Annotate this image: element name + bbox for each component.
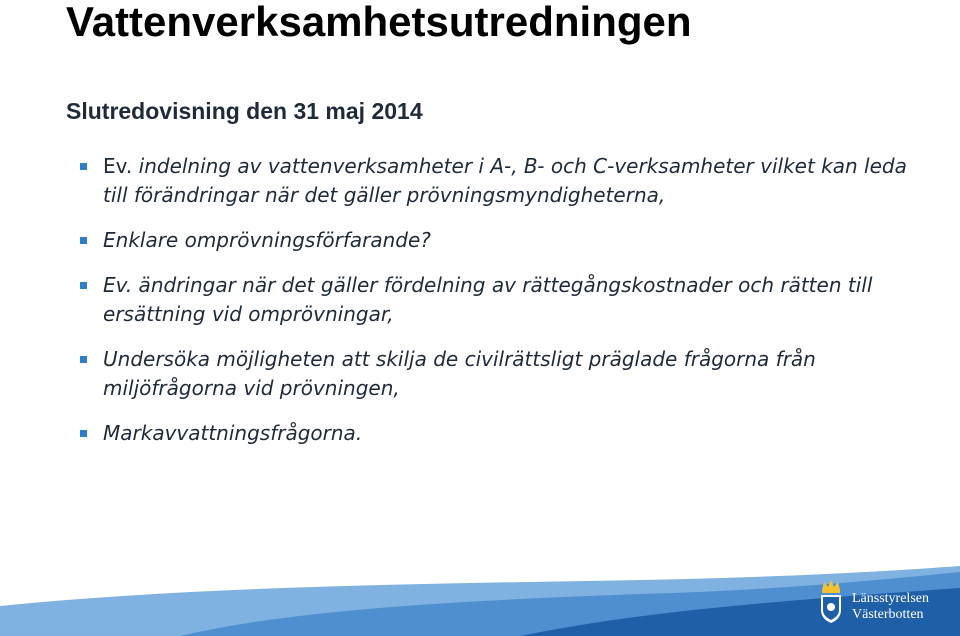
- crown-coat-of-arms-icon: [818, 576, 844, 624]
- bullet-lead-word: Ev.: [103, 154, 133, 178]
- bullet-item: [66, 419, 936, 448]
- organization-name: [852, 591, 929, 623]
- bullet-text: indelning av vattenverksamheter i A-, B- och C-verksamheter vilket kan leda till förändringar när det gäller prövningsmyndigheterna,: [103, 154, 907, 207]
- slide-title: Vattenverksamhetsutredningen: [66, 0, 692, 45]
- slide-subtitle: Slutredovisning den 31 maj 2014: [66, 98, 423, 124]
- bullet-square-icon: [80, 282, 87, 289]
- bullet-text: Ev. ändringar när det gäller fördelning av rättegångskostnader och rätten till ersättning vid omprövningar,: [103, 273, 873, 326]
- bullet-text: Enklare omprövningsförfarande?: [103, 228, 431, 252]
- bullet-square-icon: [80, 163, 87, 170]
- bullet-square-icon: [80, 430, 87, 437]
- bullet-item: [66, 271, 936, 329]
- footer-wave-band: [0, 546, 960, 636]
- bullet-text: Markavvattningsfrågorna.: [103, 421, 363, 445]
- bullet-item: [66, 152, 936, 210]
- bullet-text: Undersöka möjligheten att skilja de civilrättsligt präglade frågorna från miljöfrågorna vid prövningen,: [103, 347, 816, 400]
- organization-line-2: Västerbotten: [852, 607, 924, 622]
- bullet-square-icon: [80, 237, 87, 244]
- bullet-list: [66, 152, 936, 448]
- bullet-item: [66, 345, 936, 403]
- bullet-square-icon: [80, 356, 87, 363]
- bullet-item: [66, 226, 936, 255]
- organization-line-1: Länsstyrelsen: [852, 591, 929, 606]
